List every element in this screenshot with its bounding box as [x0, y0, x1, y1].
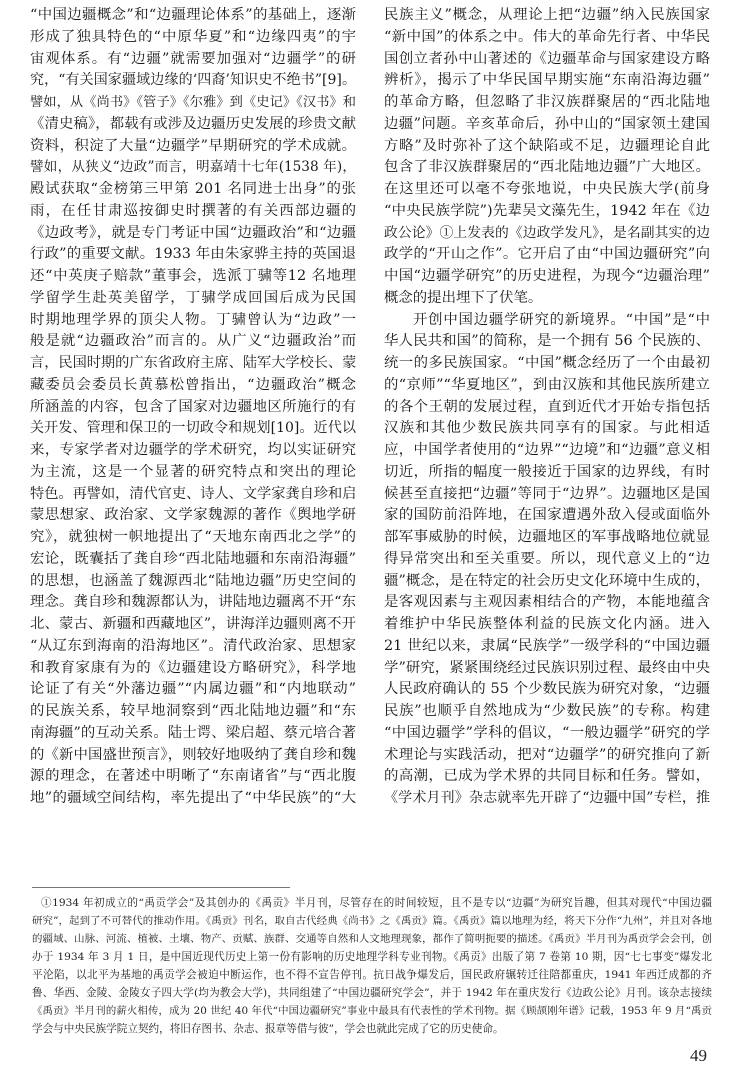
text-line: 辨析》，揭示了中华民国早期实施“东南沿海边疆”	[384, 72, 710, 89]
text-line: 疆”概念，是在特定的社会历史文化环境中生成的，	[384, 572, 710, 589]
text-line: 方略”及时弥补了这个缺陷或不足，边疆理论自此	[384, 137, 710, 154]
text-line: 《学术月刊》杂志就率先开辟了“边疆中国”专栏，推	[384, 790, 710, 806]
left-column	[30, 5, 356, 810]
text-line: 譬如，从狭义“边政”而言，明嘉靖十七年(1538 年)，	[30, 159, 356, 176]
text-line: 《边政考》，就是专门考证中国“边疆政治”和“边疆	[30, 224, 356, 241]
text-line: 为主流，这是一个显著的研究特点和突出的理论	[30, 463, 356, 480]
text-line: 蒙思想家、政治家、文学家魏源的著作《舆地学研	[30, 507, 356, 524]
footnote-line: 鲁、华西、金陵、金陵女子四大学(均为教会大学)，共同组建了“中国边疆研究学会”，并于 1942 年在重庆发行《边政公论》月刊。该杂志接续	[32, 987, 712, 999]
text-line: 北、蒙古、新疆和西藏地区”，讲海洋边疆则离不开	[30, 616, 356, 632]
text-line: “中国边疆概念”和“边疆理论体系”的基础上，逐渐	[30, 7, 356, 23]
text-line: 部军事威胁的时候，边疆地区的军事战略地位就显	[384, 529, 710, 545]
text-line: 关开发、管理和保卫的一切政令和规划[10]。近代以	[30, 420, 356, 437]
text-line: 究，“有关国家疆域边缘的‘四裔’知识史不绝书”[9]。	[30, 72, 356, 89]
text-line: 宙观体系。有“边疆”就需要加强对“边疆学”的研	[30, 50, 356, 67]
text-line: 的各个王朝的发展过程，直到近代才开始专指包括	[384, 398, 710, 415]
text-line: 所涵盖的内容，包含了国家对边疆地区所施行的有	[30, 398, 356, 415]
text-line: 统一的多民族国家。“中国”概念经历了一个由最初	[384, 355, 710, 371]
text-line: 切近，所指的幅度一般接近于国家的边界线，有时	[384, 463, 710, 480]
footnote-line: 的疆域、山脉、河流、植被、土壤、物产、贡赋、族群、交通等自然和人文地理现象，都作了简明扼要的描述。《禹贡》半月刊为禹贡学会会刊，创	[32, 933, 712, 945]
text-line: 中国“边疆学研究”的历史进程，为现今“边疆治理”	[384, 268, 710, 284]
text-line: 来，专家学者对边疆学的学术研究，均以实证研究	[30, 442, 356, 458]
text-line: 包含了非汉族群聚居的“西北陆地边疆”广大地区。	[384, 159, 710, 176]
text-line: 形成了独具特色的“中原华夏”和“边缘四夷”的宇	[30, 28, 356, 45]
text-line: 理念。龚自珍和魏源都认为，讲陆地边疆离不开“东	[30, 594, 356, 611]
text-line: 的民族关系，较早地洞察到“西北陆地边疆”和“东	[30, 703, 356, 719]
text-line: 民族主义”概念，从理论上把“边疆”纳入民族国家	[384, 7, 710, 23]
text-line: “从辽东到海南的沿海地区”。清代政治家、思想家	[30, 637, 356, 654]
text-line: 得异常突出和至关重要。所以，现代意义上的“边	[384, 550, 710, 567]
footnote-line: 学会与中央民族学院立契约，将旧存图书、杂志、报章等借与彼”，学会也就此完成了它的历史使命。	[32, 1023, 504, 1035]
text-line: 在这里还可以毫不夸张地说，中央民族大学(前身	[384, 181, 710, 197]
footnote-divider	[32, 887, 290, 888]
text-line: “新中国”的体系之中。伟大的革命先行者、中华民	[384, 28, 710, 45]
text-line: “中央民族学院”)先辈吴文藻先生，1942 年在《边	[384, 202, 710, 219]
text-line: 和教育家康有为的《边疆建设方略研究》，科学地	[30, 659, 356, 676]
text-line: 华人民共和国”的简称，是一个拥有 56 个民族的、	[384, 333, 710, 350]
text-line: 术理论与实践活动，把对“边疆学”的研究推向了新	[384, 746, 710, 763]
text-line: 的革命方略，但忽略了非汉族群聚居的“西北陆地	[384, 94, 710, 110]
footnote-line: 《禹贡》半月刊的薪火相传，成为 20 世纪 40 年代“中国边疆研究”事业中最具有代表性的学术刊物。据《顾颉刚年谱》记载，1953 年 9 月“禹贡	[32, 1005, 712, 1017]
page-number: 49	[690, 1046, 707, 1065]
text-line: 特色。再譬如，清代官吏、诗人、文学家龚自珍和启	[30, 485, 356, 502]
text-line: 应，中国学者使用的“边界”“边境”和“边疆”意义相	[384, 442, 710, 458]
text-line: 概念的提出埋下了伏笔。	[384, 289, 543, 306]
text-line: 论证了有关“外藩边疆”“内属边疆”和“内地联动”	[30, 681, 356, 698]
text-line: 南海疆”的互动关系。陆士谔、梁启超、蔡元培合著	[30, 724, 356, 741]
footnote-line: 办于 1934 年 3 月 1 日，是中国近现代历史上第一份有影响的历史地理学科专业刊物。《禹贡》出版了第 7 卷第 10 期，因“七七事变”爆发北	[32, 951, 712, 963]
text-line: 宏论，既囊括了龚自珍“西北陆地疆和东南沿海疆”	[30, 550, 356, 567]
text-line: 人民政府确认的 55 个少数民族为研究对象，“边疆	[384, 681, 710, 698]
text-line: 言，民国时期的广东省政府主席、陆军大学校长、蒙	[30, 355, 356, 371]
text-line: 的高潮，已成为学术界的共同目标和任务。譬如，	[384, 768, 710, 785]
text-line: 边疆”问题。辛亥革命后，孙中山的“国家领土建国	[384, 115, 710, 132]
text-line: 着维护中华民族整体利益的民族文化内涵。进入	[384, 616, 710, 632]
text-line: 究》，就独树一帜地提出了“天地东南西北之学”的	[30, 529, 356, 545]
text-line: 是客观因素与主观因素相结合的产物，本能地蕴含	[384, 594, 710, 611]
text-line: 的思想，也涵盖了魏源西北“陆地边疆”历史空间的	[30, 572, 356, 589]
footnote-line: 平沦陷，以北平为基地的禹贡学会被迫中断运作，也不得不宣告停刊。抗日战争爆发后，国民政府辗转迁往陪都重庆，1941 年西迁成都的齐	[32, 969, 712, 981]
text-line: 藏委员会委员长黄慕松曾指出，“边疆政治”概念	[30, 376, 356, 393]
text-line: 开创中国边疆学研究的新境界。“中国”是“中	[413, 311, 710, 328]
text-line: 殿试获取“金榜第三甲第 201 名同进士出身”的张	[30, 181, 356, 197]
text-line: 时期地理学界的顶尖人物。丁骕曾认为“边政”一	[30, 311, 356, 328]
text-line: 政学的“开山之作”。它开启了由“中国边疆研究”向	[384, 246, 710, 263]
text-line: 譬如，从《尚书》《管子》《尔雅》到《史记》《汉书》和	[30, 95, 356, 110]
right-column	[384, 5, 710, 810]
text-line: 资料，积淀了大量“边疆学”早期研究的学术成就。	[30, 137, 356, 154]
text-line: 源的理念，在著述中明晰了“东南诸省”与“西北腹	[30, 768, 356, 785]
footnote-line: ①1934 年初成立的“禹贡学会”及其创办的《禹贡》半月刊，尽管存在的时间较短，且不是专以“边疆”为研究旨趣，但其对现代“中国边疆	[41, 897, 712, 909]
text-line: 民族”也顺乎自然地成为“少数民族”的专称。构建	[384, 703, 710, 719]
text-line: 《清史稿》，都载有或涉及边疆历史发展的珍贵文献	[30, 115, 356, 132]
text-line: 学留学生赴英美留学，丁骕学成回国后成为民国	[30, 289, 356, 306]
text-line: “中国边疆学”学科的倡议，“一般边疆学”研究的学	[384, 724, 710, 741]
text-line: 国创立者孙中山著述的《边疆革命与国家建设方略	[384, 50, 710, 67]
text-line: 学”研究，紧紧围绕经过民族识别过程、最终由中央	[384, 659, 710, 676]
text-line: 地”的疆域空间结构，率先提出了“中华民族”的“大	[30, 790, 356, 806]
text-line: 家的国防前沿阵地，在国家遭遇外敌入侵或面临外	[384, 507, 710, 524]
footnote-line: 研究”，起到了不可替代的推动作用。《禹贡》刊名，取自古代经典《尚书》之《禹贡》篇。《禹贡》篇以地理为经，将天下分作“九州”，并且对各地	[32, 915, 712, 927]
text-line: 还“中英庚子赔款”董事会，选派丁骕等12 名地理	[30, 268, 356, 284]
text-line: 汉族和其他少数民族共同享有的国家。与此相适	[384, 420, 710, 437]
text-line: 的“京师”“华夏地区”，到由汉族和其他民族所建立	[384, 376, 710, 393]
text-line: 候甚至直接把“边疆”等同于“边界”。边疆地区是国	[384, 485, 710, 502]
footnote	[32, 894, 712, 1038]
text-line: 般是就“边疆政治”而言的。从广义“边疆政治”而	[30, 333, 356, 350]
text-line: 的《新中国盛世预言》，则较好地吸纳了龚自珍和魏	[30, 746, 356, 763]
text-line: 行政”的重要文献。1933 年由朱家骅主持的英国退	[30, 246, 356, 263]
text-line: 21 世纪以来，隶属“民族学”一级学科的“中国边疆	[384, 637, 710, 654]
text-line: 政公论》①上发表的《边政学发凡》，是名副其实的边	[384, 224, 710, 241]
text-line: 雨，在任甘肃巡按御史时撰著的有关西部边疆的	[30, 202, 356, 219]
